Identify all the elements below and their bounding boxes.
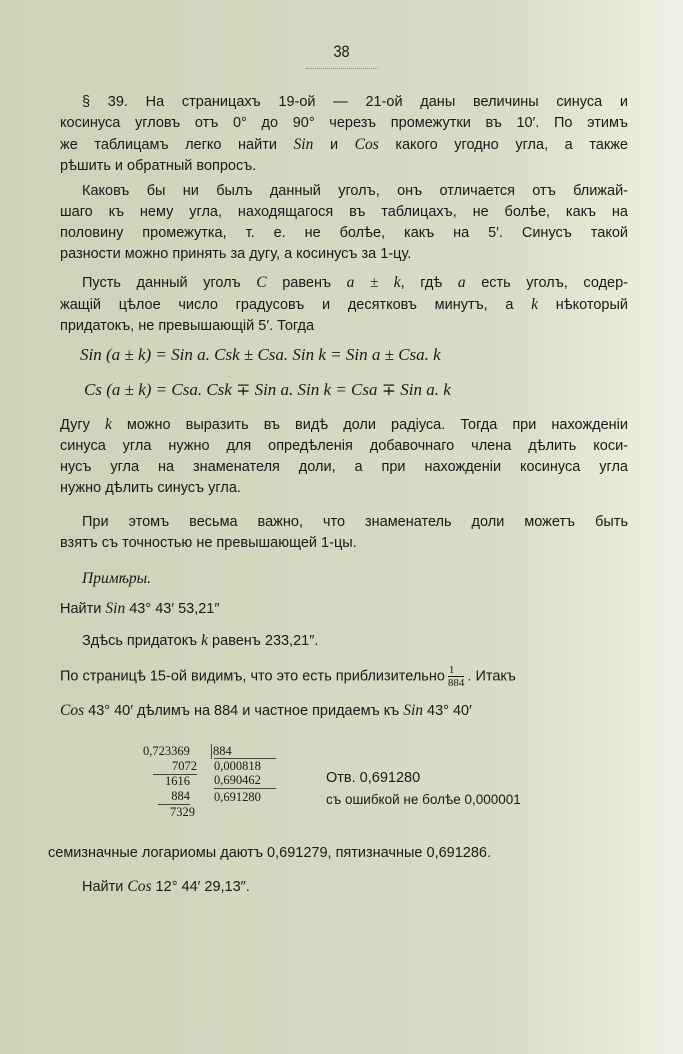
examples-heading: Примѣры. <box>82 570 152 587</box>
division-step: 7329 <box>170 805 195 819</box>
error-note: съ ошибкой не болѣе 0,000001 <box>326 792 521 807</box>
text-line: жащій цѣлое число градусовъ и десятковъ минутъ, а k нѣкоторый <box>60 296 628 313</box>
text-line: Дугу k можно выразить въ видѣ доли радіуса. Тогда при нахожденіи <box>60 416 628 433</box>
divisor: 884 <box>211 744 275 759</box>
text-line: рѣшить и обратный вопросъ. <box>60 158 257 174</box>
text-line: же таблицамъ легко найти Sin и Cos какого угодно угла, а также <box>60 136 628 153</box>
fraction-1-884: $\frac{1}{884}$ <box>447 664 465 689</box>
division-step: 7072 <box>153 759 197 775</box>
example-2-task: Найти Cos 12° 44′ 29,13″. <box>82 878 250 895</box>
text-line: косинуса угловъ отъ 0° до 90° черезъ промежутки въ 10′. По этимъ <box>60 115 628 131</box>
section-39-paragraph <box>60 92 628 177</box>
division-step: 884 <box>158 789 190 805</box>
paragraph-arc-k <box>60 414 628 499</box>
formula-sine-sum: Sin (a ± k) = Sin a. Csk ± Csa. Sin k = Sin a ± Csa. k <box>80 345 441 364</box>
text-line: разности можно принять за дугу, а косинусъ за 1-цу. <box>60 246 412 262</box>
text-line: взятъ съ точностью не превышающей 1-цы. <box>60 535 357 551</box>
page-number: 38 <box>333 42 350 61</box>
text-line: синуса угла нужно для опредѣленія добавочнаго члена дѣлить коси- <box>60 438 628 454</box>
text-line: § 39. На страницахъ 19-ой — 21-ой даны величины синуса и <box>82 94 628 110</box>
answer: Отв. 0,691280 съ ошибкой не болѣе 0,000001 <box>326 768 586 810</box>
formula-cosine-sum: Cs (a ± k) = Csa. Csk ∓ Sin a. Sin k = Csa ∓ Sin a. k <box>84 380 451 399</box>
paragraph-given-angle <box>60 272 628 337</box>
paragraph-angle-difference <box>60 181 628 265</box>
division-step: 1616 <box>165 774 190 788</box>
quotient: 0,000818 <box>214 758 276 774</box>
text-line: шаго къ нему угла, находящагося въ таблицахъ, не болѣе, какъ на <box>60 204 628 220</box>
division-result: 0,691280 <box>214 790 261 804</box>
example-1-task: Найти Sin 43° 43′ 53,21″ <box>60 600 220 617</box>
sin-43-40-value: 0,690462 <box>214 773 276 789</box>
text-line: нужно дѣлить синусъ угла. <box>60 480 241 496</box>
text-line: половину промежутка, т. е. не болѣе, какъ на 5′. Синусъ такой <box>60 225 628 241</box>
text-line: придатокъ, не превышающій 5′. Тогда <box>60 318 315 334</box>
dividend: 0,723369 <box>143 744 190 758</box>
text-line: При этомъ весьма важно, что знаменатель доли можетъ быть <box>82 514 628 530</box>
paragraph-denominator-precision <box>60 512 628 554</box>
example-1-divide-instruction: Cos 43° 40′ дѣлимъ на 884 и частное придаемъ къ Sin 43° 40′ <box>60 702 472 719</box>
header-rule <box>306 68 378 69</box>
example-1-page-reference: По страницѣ 15-ой видимъ, что это есть приблизительно $\frac{1}{884}$ . Итакъ <box>60 664 516 689</box>
text-line: Пусть данный уголъ C равенъ a ± k, гдѣ a есть уголъ, содер- <box>82 274 628 291</box>
example-1-remainder: Здѣсь придатокъ k равенъ 233,21″. <box>82 632 319 649</box>
text-line: нусъ угла на знаменателя доли, а при нахожденіи косинуса угла <box>60 459 628 475</box>
comparison-line: семизначные логариомы даютъ 0,691279, пятизначные 0,691286. <box>48 845 492 861</box>
text-line: Каковъ бы ни былъ данный уголъ, онъ отличается отъ ближай- <box>82 183 628 199</box>
